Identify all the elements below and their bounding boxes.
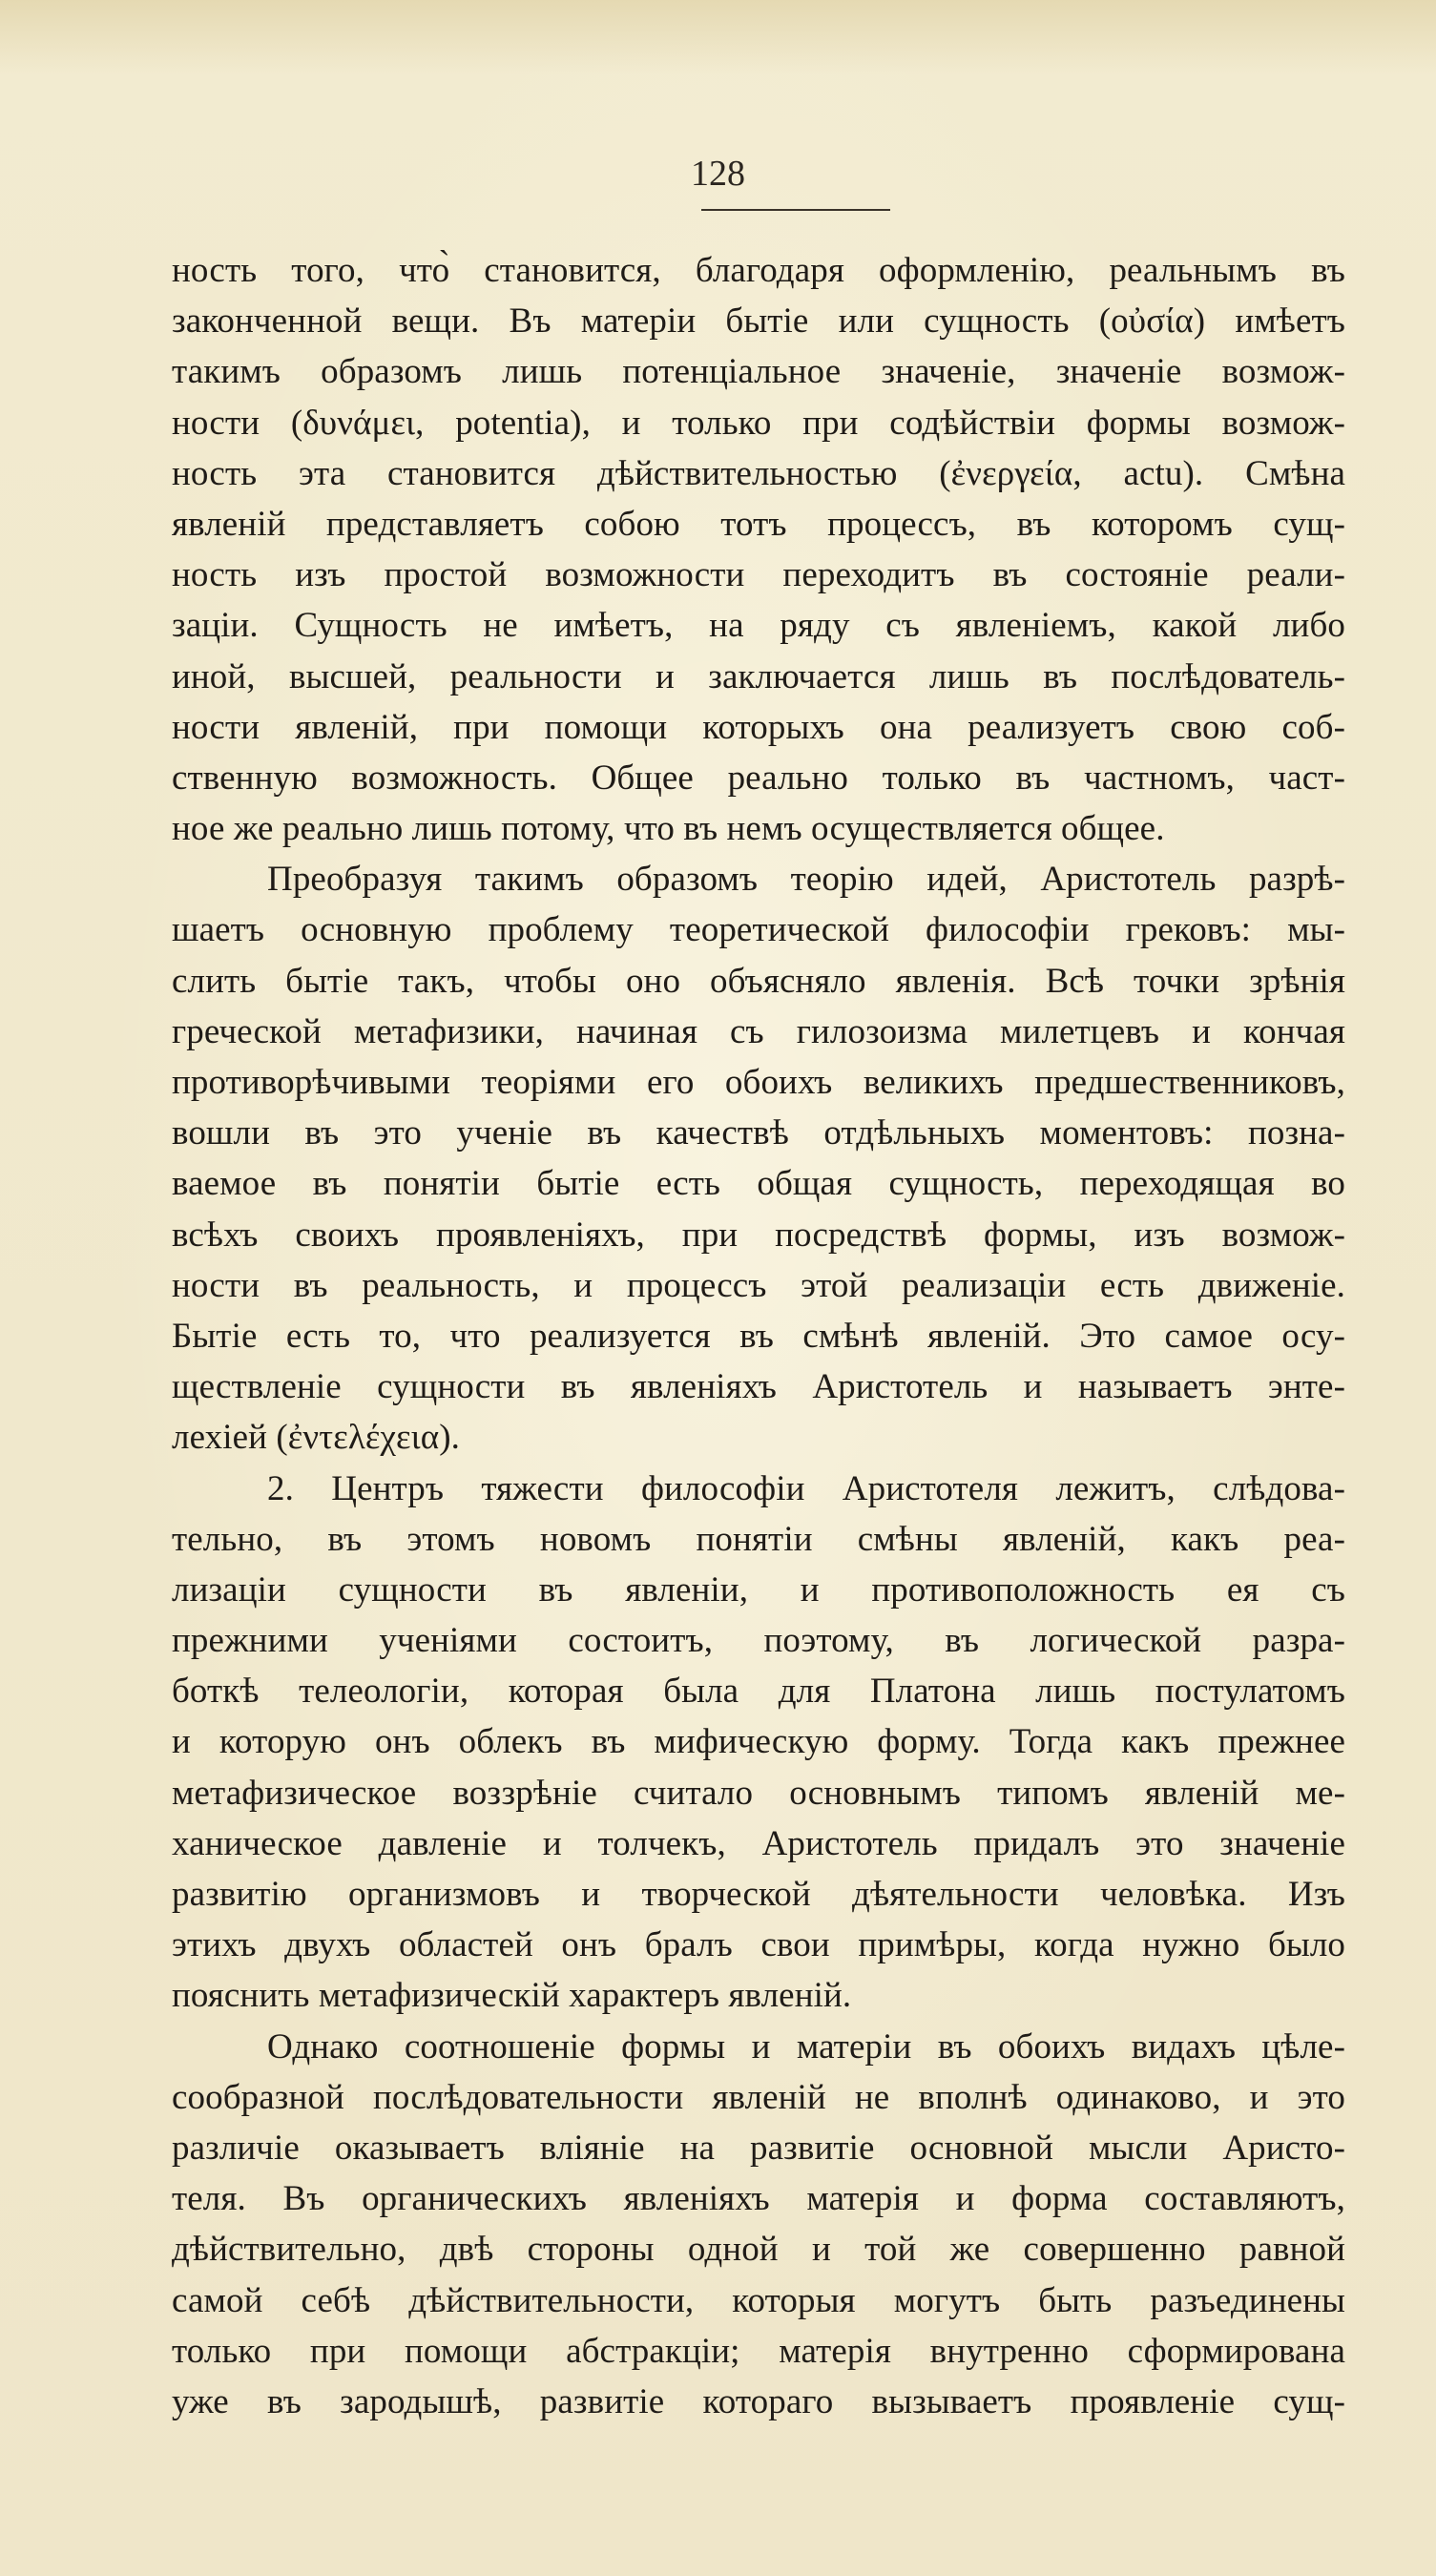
text-line: ное же реально лишь потому, что въ немъ осуществляется общее. bbox=[172, 809, 1165, 849]
text-line: сообразной послѣдовательности явленій не вполнѣ одинаково, и это bbox=[172, 2077, 1345, 2117]
text-line: ществленіе сущности въ явленіяхъ Аристотель и называетъ энте- bbox=[172, 1367, 1345, 1407]
text-line: ваемое въ понятіи бытіе есть общая сущность, переходящая во bbox=[172, 1164, 1345, 1204]
text-line: ность того, что̀ становится, благодаря оформленію, реальнымъ въ bbox=[172, 251, 1345, 290]
text-line: Бытіе есть то, что реализуется въ смѣнѣ явленій. Это самое осу- bbox=[172, 1316, 1345, 1356]
text-line: 2. Центръ тяжести философіи Аристотеля лежитъ, слѣдова- bbox=[267, 1468, 1345, 1508]
text-line: самой себѣ дѣйствительности, которыя могутъ быть разъединены bbox=[172, 2280, 1345, 2320]
text-line: различіе оказываетъ вліяніе на развитіе основной мысли Аристо- bbox=[172, 2128, 1345, 2168]
text-line: греческой метафизики, начиная съ гилозоизма милетцевъ и кончая bbox=[172, 1011, 1345, 1051]
text-line: тельно, въ этомъ новомъ понятіи смѣны явленій, какъ реа- bbox=[172, 1519, 1345, 1559]
text-line: такимъ образомъ лишь потенціальное значеніе, значеніе возмож- bbox=[172, 352, 1345, 392]
text-line: только при помощи абстракціи; матерія внутренно сформирована bbox=[172, 2331, 1345, 2371]
text-line: метафизическое воззрѣніе считало основнымъ типомъ явленій ме- bbox=[172, 1773, 1345, 1813]
text-line: ности въ реальность, и процессъ этой реализаціи есть движеніе. bbox=[172, 1265, 1345, 1305]
text-line: шаетъ основную проблему теоретической философіи грековъ: мы- bbox=[172, 910, 1345, 950]
text-line: дѣйствительно, двѣ стороны одной и той же совершенно равной bbox=[172, 2230, 1345, 2270]
text-line: пояснить метафизическій характеръ явленій. bbox=[172, 1976, 852, 2016]
text-line: ности (δυνάμει, potentia), и только при содѣйствіи формы возмож- bbox=[172, 403, 1345, 443]
text-line: прежними ученіями состоитъ, поэтому, въ логической разра- bbox=[172, 1621, 1345, 1661]
text-line: явленій представляетъ собою тотъ процессъ, въ которомъ сущ- bbox=[172, 504, 1345, 544]
text-line: вошли въ это ученіе въ качествѣ отдѣльныхъ моментовъ: позна- bbox=[172, 1113, 1345, 1153]
text-line: Однако соотношеніе формы и матеріи въ обоихъ видахъ цѣле- bbox=[267, 2026, 1345, 2067]
text-line: развитію организмовъ и творческой дѣятельности человѣка. Изъ bbox=[172, 1875, 1345, 1914]
body-text bbox=[172, 245, 1345, 2427]
text-line: противорѣчивыми теоріями его обоихъ великихъ предшественниковъ, bbox=[172, 1063, 1345, 1102]
text-line: Преобразуя такимъ образомъ теорію идей, Аристотель разрѣ- bbox=[267, 860, 1345, 900]
text-line: ственную возможность. Общее реально только въ частномъ, част- bbox=[172, 758, 1345, 798]
text-line: этихъ двухъ областей онъ бралъ свои примѣры, когда нужно было bbox=[172, 1925, 1345, 1965]
header-rule bbox=[701, 209, 890, 211]
text-line: слить бытіе такъ, чтобы оно объясняло явленія. Всѣ точки зрѣнія bbox=[172, 961, 1345, 1001]
text-line: теля. Въ органическихъ явленіяхъ матерія и форма составляютъ, bbox=[172, 2179, 1345, 2219]
text-line: и которую онъ облекъ въ мифическую форму. Тогда какъ прежнее bbox=[172, 1722, 1345, 1762]
text-line: ханическое давленіе и толчекъ, Аристотель придалъ это значеніе bbox=[172, 1823, 1345, 1863]
text-line: ность изъ простой возможности переходитъ въ состояніе реали- bbox=[172, 555, 1345, 595]
text-line: всѣхъ своихъ проявленіяхъ, при посредствѣ формы, изъ возмож- bbox=[172, 1215, 1345, 1255]
text-line: иной, высшей, реальности и заключается лишь въ послѣдователь- bbox=[172, 656, 1345, 696]
text-line: уже въ зародышѣ, развитіе котораго вызываетъ проявленіе сущ- bbox=[172, 2381, 1345, 2421]
text-line: боткѣ телеологіи, которая была для Платона лишь постулатомъ bbox=[172, 1672, 1345, 1712]
text-line: законченной вещи. Въ матеріи бытіе или сущность (οὐσία) имѣетъ bbox=[172, 301, 1345, 342]
text-line: лехіей (ἐντελέχεια). bbox=[172, 1418, 460, 1458]
text-line: лизаціи сущности въ явленіи, и противоположность ея съ bbox=[172, 1569, 1345, 1610]
page-top-edge bbox=[0, 0, 1436, 74]
text-line: ность эта становится дѣйствительностью (ἐνεργεία, actu). Смѣна bbox=[172, 453, 1345, 493]
text-line: ности явленій, при помощи которыхъ она реализуетъ свою соб- bbox=[172, 707, 1345, 747]
text-line: заціи. Сущность не имѣетъ, на ряду съ явленіемъ, какой либо bbox=[172, 606, 1345, 646]
page-number: 128 bbox=[691, 154, 745, 194]
